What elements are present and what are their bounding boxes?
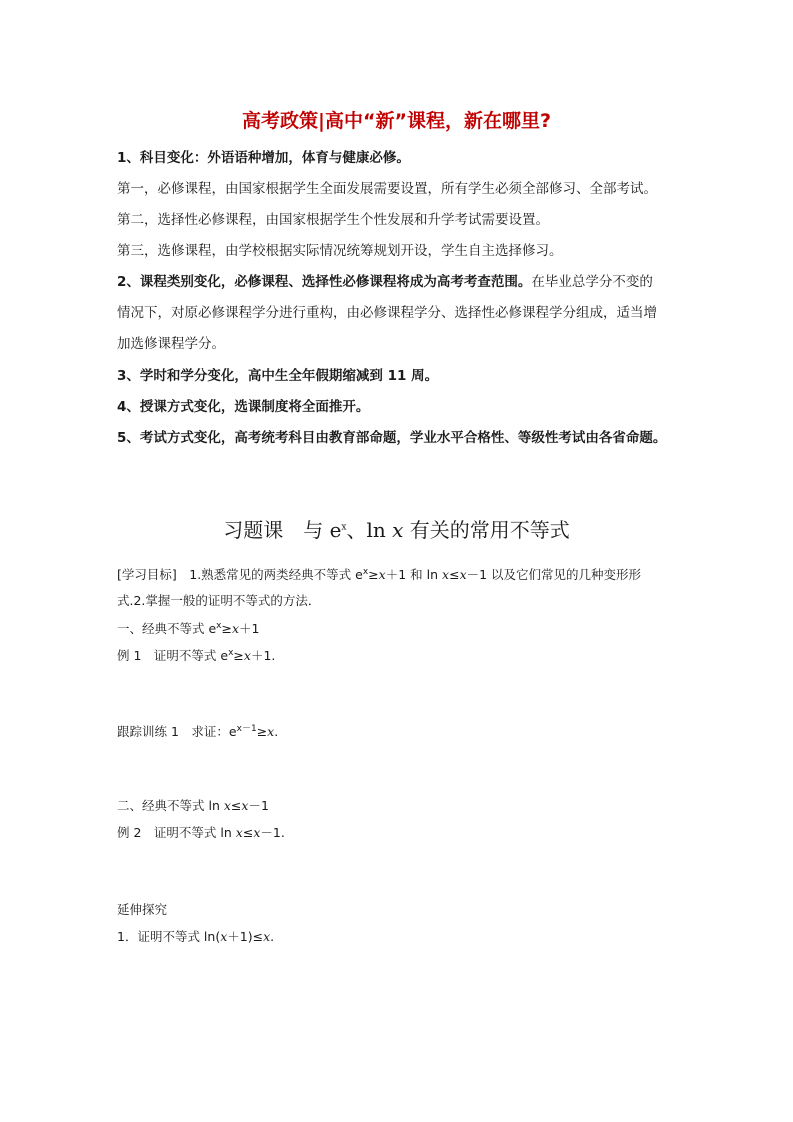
policy-paragraph-1: 第一，必修课程，由国家根据学生全面发展需要设置，所有学生必须全部修习、全部考试。 (117, 181, 657, 197)
track-text-b: ≥ (256, 724, 268, 740)
policy-item-2-line-2: 情况下，对原必修课程学分进行重构，由必修课程学分、选择性必修课程学分组成，适当增 (117, 305, 657, 321)
learning-goals-line-1 (117, 565, 641, 583)
ex1-text-b: ≥ (233, 648, 244, 663)
track-text-a: 跟踪训练 1 求证：e (117, 724, 237, 740)
policy-paragraph-2: 第二，选择性必修课程，由国家根据学生个性发展和升学考试需要设置。 (117, 212, 549, 228)
sec2-var-2: x (241, 798, 249, 813)
policy-item-2-line-3: 加选修课程学分。 (117, 336, 225, 352)
example-1 (117, 646, 275, 664)
policy-item-5: 5、考试方式变化，高考统考科目由教育部命题，学业水平合格性、等级性考试由各省命题。 (117, 430, 667, 446)
track-sup: x－1 (236, 724, 257, 734)
ext1-text-b: ＋1)≤ (227, 929, 264, 944)
ex2-var-1: x (235, 825, 243, 840)
sec2-var-1: x (223, 798, 231, 813)
goal-text-c: ＋1 和 ln (385, 567, 443, 582)
policy-item-2-rest-a: 在毕业总学分不变的 (531, 274, 653, 290)
extension-heading: 延伸探究 (117, 902, 168, 917)
ext1-text-c: . (270, 929, 275, 944)
sec2-text-c: －1 (248, 798, 269, 813)
ex1-text-a: 例 1 证明不等式 e (117, 648, 229, 663)
policy-item-2-bold: 2、课程类别变化，必修课程、选择性必修课程将成为高考考查范围。 (117, 274, 532, 290)
policy-item-4: 4、授课方式变化，选课制度将全面推开。 (117, 399, 370, 415)
extension-problem-1 (117, 927, 274, 945)
goal-var-3: x (459, 567, 467, 582)
policy-item-2 (117, 270, 653, 290)
lesson-title-suffix: 有关的常用不等式 (403, 518, 570, 542)
ex1-text-c: ＋1. (250, 648, 276, 663)
ex2-text-c: －1. (260, 825, 285, 840)
goal-var-1: x (378, 567, 386, 582)
goal-var-2: x (442, 567, 450, 582)
lesson-title-var: x (392, 518, 404, 542)
sec1-text-a: 一、经典不等式 e (117, 621, 217, 636)
ext1-text-a: 1．证明不等式 ln( (117, 929, 221, 944)
goal-text-b: ≥ (368, 567, 379, 582)
lesson-title-prefix: 习题课 与 e (223, 518, 342, 542)
policy-paragraph-3: 第三，选修课程，由学校根据实际情况统筹规划开设，学生自主选择修习。 (117, 243, 563, 259)
policy-headline: 高考政策|高中“新”课程，新在哪里? (242, 110, 551, 132)
sec2-text-a: 二、经典不等式 ln (117, 798, 224, 813)
sec1-text-b: ≥ (221, 621, 232, 636)
lesson-title (0, 514, 793, 543)
section-2-heading (117, 796, 269, 814)
track-var: x (267, 724, 275, 740)
learning-goals-line-2: 式.2.掌握一般的证明不等式的方法． (117, 593, 321, 608)
goal-text-e: －1 以及它们常见的几种变形形 (466, 567, 642, 582)
ex2-text-a: 例 2 证明不等式 ln (117, 825, 236, 840)
lesson-title-mid: 、ln (346, 518, 393, 542)
ext1-var-2: x (263, 929, 271, 944)
policy-item-1: 1、科目变化：外语语种增加，体育与健康必修。 (117, 150, 410, 166)
sec1-sup: x (216, 620, 222, 631)
policy-item-3: 3、学时和学分变化，高中生全年假期缩减到 11 周。 (117, 368, 439, 384)
track-text-c: . (274, 724, 279, 740)
ex1-var: x (243, 648, 251, 663)
ext1-var-1: x (220, 929, 228, 944)
sec1-text-c: ＋1 (239, 621, 260, 636)
ex1-sup: x (228, 647, 234, 658)
example-2 (117, 823, 285, 841)
goal-text-a: [学习目标] 1.熟悉常见的两类经典不等式 e (117, 567, 363, 582)
sec1-var: x (231, 621, 240, 636)
tracking-exercise-1 (117, 721, 278, 740)
ex2-var-2: x (253, 825, 261, 840)
sec2-text-b: ≤ (230, 798, 242, 813)
lesson-title-sup: x (341, 522, 347, 533)
goal-text-d: ≤ (449, 567, 460, 582)
ex2-text-b: ≤ (242, 825, 254, 840)
goal-sup: x (362, 566, 369, 577)
section-1-heading (117, 619, 260, 637)
